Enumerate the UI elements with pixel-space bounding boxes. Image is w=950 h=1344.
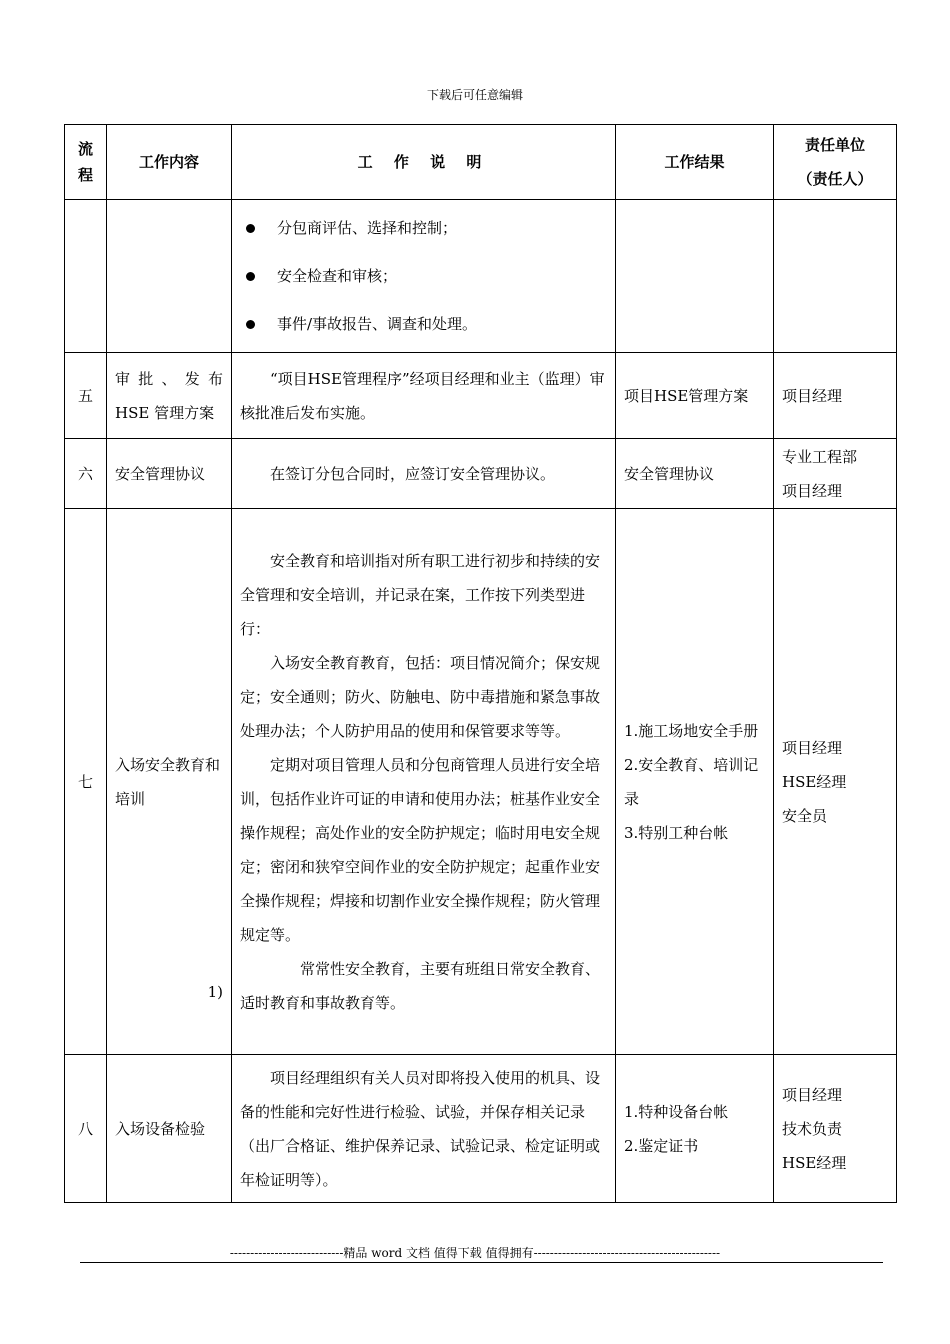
cell-description: 项目经理组织有关人员对即将投入使用的机具、设备的性能和完好性进行检验、试验，并保存相关记录（出厂合格证、维护保养记录、试验记录、检定证明或年检证明等）。: [232, 1055, 616, 1203]
cell-process: [65, 200, 107, 353]
table-header-row: [65, 125, 897, 200]
footer-divider: [80, 1262, 883, 1263]
cell-result: 1.特种设备台帐 2.鉴定证书: [616, 1055, 774, 1203]
number-mark: 1): [207, 983, 223, 1001]
cell-responsible: 项目经理: [774, 353, 897, 439]
bullet-list: [240, 200, 607, 352]
cell-responsible: 项目经理 HSE经理 安全员: [774, 509, 897, 1055]
cell-description: “项目HSE管理程序”经项目经理和业主（监理）审核批准后发布实施。: [232, 353, 616, 439]
bullet-icon: [246, 320, 255, 329]
cell-process: 八: [65, 1055, 107, 1203]
cell-result: 1.施工场地安全手册 2.安全教育、培训记录 3.特别工种台帐: [616, 509, 774, 1055]
table-row: [65, 509, 897, 1055]
list-item: 事件/事故报告、调查和处理。: [246, 300, 607, 348]
header-responsible: 责任单位 （责任人）: [774, 125, 897, 200]
bullet-icon: [246, 224, 255, 233]
header-description: 工 作 说 明: [232, 125, 616, 200]
cell-content: 入场安全教育和培训 1): [107, 509, 232, 1055]
cell-result: 安全管理协议: [616, 439, 774, 509]
table-row: [65, 200, 897, 353]
cell-description: 在签订分包合同时，应签订安全管理协议。: [232, 439, 616, 509]
cell-content: 安全管理协议: [107, 439, 232, 509]
header-content: 工作内容: [107, 125, 232, 200]
cell-result: [616, 200, 774, 353]
footer-text: ----------------------------精品 word 文档 值得下载 值得拥有----------------------------------------------: [229, 1246, 721, 1260]
list-item: 分包商评估、选择和控制；: [246, 204, 607, 252]
cell-responsible: [774, 200, 897, 353]
hse-process-table: [64, 124, 897, 1203]
cell-description: 安全教育和培训指对所有职工进行初步和持续的安全管理和安全培训，并记录在案，工作按下列类型进行： 入场安全教育教育，包括：项目情况简介；保安规定；安全通则；防火、防触电、防中毒措施和紧急事故处理办法；个人防护用品的使用和保管要求等等。 定期对项目管理人员和分包商管理人员进行安全培训，包括作业许可证的申请和使用办法；桩基作业安全操作规程；高处作业的安全防护规定；临时用电安全规定；密闭和狭窄空间作业的安全防护规定；起重作业安全操作规程；焊接和切割作业安全操作规程；防火管理规定等。 常常性安全教育，主要有班组日常安全教育、适时教育和事故教育等。: [232, 509, 616, 1055]
cell-content: 入场设备检验: [107, 1055, 232, 1203]
header-note: 下载后可任意编辑: [426, 88, 523, 102]
table-row: [65, 353, 897, 439]
cell-description: [232, 200, 616, 353]
cell-content: [107, 200, 232, 353]
cell-responsible: 项目经理 技术负责 HSE经理: [774, 1055, 897, 1203]
list-item: 安全检查和审核；: [246, 252, 607, 300]
table-row: [65, 1055, 897, 1203]
header-process: 流程: [65, 125, 107, 200]
header-result: 工作结果: [616, 125, 774, 200]
cell-process: 六: [65, 439, 107, 509]
cell-process: 七: [65, 509, 107, 1055]
table-row: [65, 439, 897, 509]
cell-process: 五: [65, 353, 107, 439]
cell-content: 审批、发布HSE 管理方案: [107, 353, 232, 439]
cell-result: 项目HSE管理方案: [616, 353, 774, 439]
bullet-icon: [246, 272, 255, 281]
cell-responsible: 专业工程部 项目经理: [774, 439, 897, 509]
